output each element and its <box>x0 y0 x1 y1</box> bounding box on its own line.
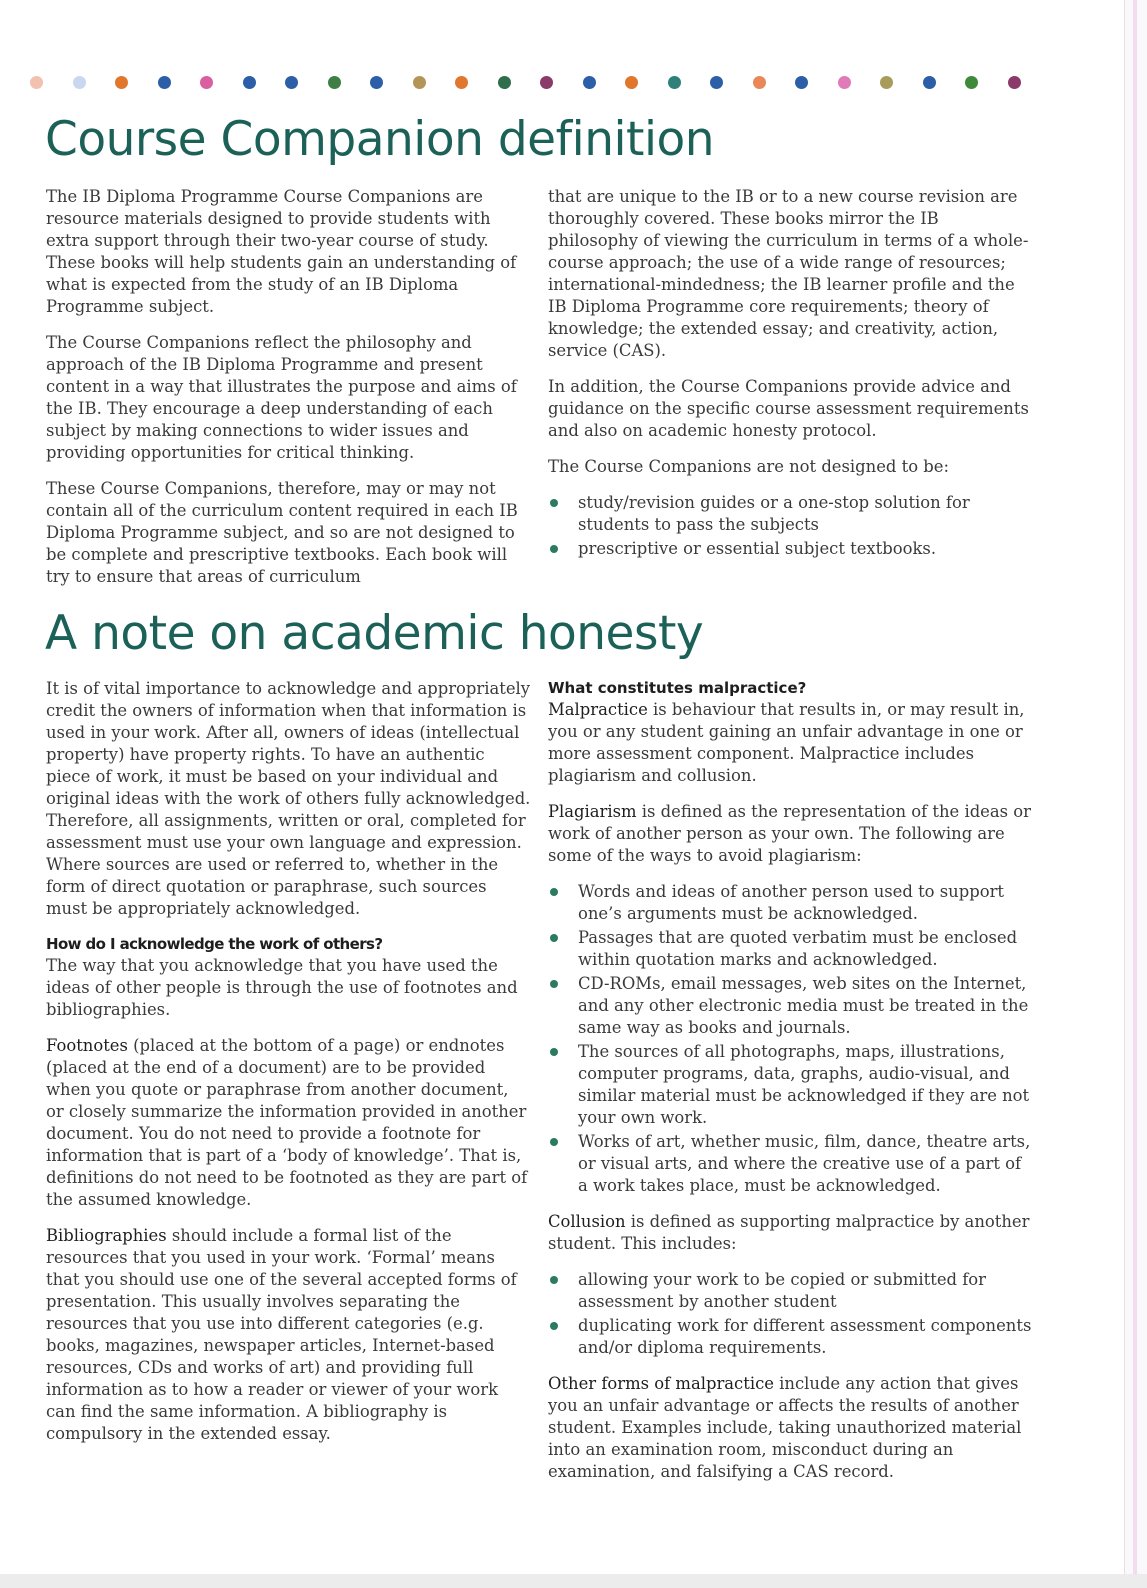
paragraph: The Course Companions reflect the philosophy and approach of the IB Diploma Programme and present content in a way that illustrates the purpose and aims of the IB. They encourage a deep understanding of each subject by making connections to wider issues and providing opportunities for critical thinking. <box>46 333 517 462</box>
decorative-dot <box>668 76 681 89</box>
paragraph: The IB Diploma Programme Course Companions are resource materials designed to provide students with extra support through their two-year course of study. These books will help students gain an understanding of what is expected from the study of an IB Diploma Programme subject. <box>46 187 517 316</box>
decorative-dot <box>965 76 978 89</box>
course-companion-right-column <box>548 186 1033 574</box>
decorative-dot <box>583 76 596 89</box>
decorative-dot <box>710 76 723 89</box>
bullet-icon <box>550 888 558 896</box>
decorative-dot <box>73 76 86 89</box>
term-malpractice: Malpractice <box>548 700 648 719</box>
term-bibliographies: Bibliographies <box>46 1226 167 1245</box>
bullet-icon <box>550 934 558 942</box>
page-bottom-band <box>0 1574 1147 1588</box>
paragraph: It is of vital importance to acknowledge and appropriately credit the owners of information when that information is used in your work. After all, owners of ideas (intellectual property) have property rights. To have an authentic piece of work, it must be based on your individual and original ideas with the work of others fully acknowledged. Therefore, all assignments, written or oral, completed for assessment must use your own language and expression. Where sources are used or referred to, whether in the form of direct quotation or paraphrase, such sources must be appropriately acknowledged. <box>46 679 531 918</box>
list-item <box>548 1041 1033 1129</box>
page-edge <box>1124 0 1147 1588</box>
paragraph-collusion <box>548 1211 1033 1255</box>
list-item <box>548 927 1033 971</box>
paragraph-plagiarism <box>548 801 1033 867</box>
section-title-course-companion: Course Companion definition <box>45 112 715 167</box>
paragraph-text: should include a formal list of the resources that you used in your work. ‘Formal’ means that you should use one of the several accepted forms of presentation. This usually involves separating the resources that you use into different categories (e.g. books, magazines, newspaper articles, Internet-based resources, CDs and works of art) and providing full information as to how a reader or viewer of your work can find the same information. A bibliography is compulsory in the extended essay. <box>46 1226 517 1443</box>
page-edge-stripe <box>1133 0 1137 1588</box>
subheading-acknowledge: How do I acknowledge the work of others? <box>46 935 383 953</box>
paragraph-other-malpractice <box>548 1373 1033 1483</box>
plagiarism-list <box>548 881 1033 1197</box>
bullet-icon <box>550 980 558 988</box>
list-item <box>548 881 1033 925</box>
decorative-dot <box>1008 76 1021 89</box>
paragraph-text: include any action that gives you an unfair advantage or affects the results of another student. Examples include, taking unauthorized material into an examination room, misconduct during an examination, and falsifying a CAS record. <box>548 1374 1022 1481</box>
decorative-dot <box>795 76 808 89</box>
decorative-dot <box>753 76 766 89</box>
decorative-dot <box>838 76 851 89</box>
decorative-dot <box>158 76 171 89</box>
paragraph-bibliographies <box>46 1225 531 1445</box>
term-plagiarism: Plagiarism <box>548 802 637 821</box>
decorative-dot <box>880 76 893 89</box>
paragraph: In addition, the Course Companions provide advice and guidance on the specific course assessment requirements and also on academic honesty protocol. <box>548 377 1029 440</box>
list-item-text: Words and ideas of another person used to support one’s arguments must be acknowledged. <box>578 882 1004 923</box>
decorative-dot <box>498 76 511 89</box>
collusion-list <box>548 1269 1033 1359</box>
paragraph-text: is defined as the representation of the ideas or work of another person as your own. The following are some of the ways to avoid plagiarism: <box>548 802 1031 865</box>
term-footnotes: Footnotes <box>46 1036 128 1055</box>
decorative-dot <box>370 76 383 89</box>
list-item <box>548 538 1033 560</box>
paragraph-text: is behaviour that results in, or may result in, you or any student gaining an unfair advantage in one or more assessment component. Malpractice includes plagiarism and collusion. <box>548 700 1025 785</box>
bullet-icon <box>550 1138 558 1146</box>
term-other-malpractice: Other forms of malpractice <box>548 1374 774 1393</box>
list-item-text: Works of art, whether music, film, dance, theatre arts, or visual arts, and where the creative use of a part of a work takes place, must be acknowledged. <box>578 1132 1031 1195</box>
section-title-academic-honesty: A note on academic honesty <box>45 606 704 661</box>
paragraph: The Course Companions are not designed to be: <box>548 457 949 476</box>
list-item-text: study/revision guides or a one-stop solution for students to pass the subjects <box>578 493 970 534</box>
subheading-malpractice: What constitutes malpractice? <box>548 679 807 697</box>
decorative-dot <box>285 76 298 89</box>
paragraph: that are unique to the IB or to a new course revision are thoroughly covered. These books mirror the IB philosophy of viewing the curriculum in terms of a whole-course approach; the use of a wide range of resources; international-mindedness; the IB learner profile and the IB Diploma Programme core requirements; theory of knowledge; the extended essay; and creativity, action, service (CAS). <box>548 187 1029 360</box>
bullet-icon <box>550 499 558 507</box>
paragraph-footnotes <box>46 1035 531 1211</box>
decorative-dot-row <box>30 76 1040 92</box>
list-item <box>548 492 1033 536</box>
bullet-icon <box>550 545 558 553</box>
decorative-dot <box>30 76 43 89</box>
decorative-dot <box>625 76 638 89</box>
bullet-icon <box>550 1322 558 1330</box>
paragraph-text: (placed at the bottom of a page) or endnotes (placed at the end of a document) are to be provided when you quote or paraphrase from another document, or closely summarize the information provided in another document. You do not need to provide a footnote for information that is part of a ‘body of knowledge’. That is, definitions do not need to be footnoted as they are part of the assumed knowledge. <box>46 1036 528 1209</box>
decorative-dot <box>200 76 213 89</box>
list-item-text: prescriptive or essential subject textbooks. <box>578 539 937 558</box>
decorative-dot <box>413 76 426 89</box>
academic-honesty-right-column <box>548 678 1033 1497</box>
list-item-text: The sources of all photographs, maps, illustrations, computer programs, data, graphs, audio-visual, and similar material must be acknowledged if they are not your own work. <box>578 1042 1030 1127</box>
list-item <box>548 973 1033 1039</box>
paragraph: The way that you acknowledge that you have used the ideas of other people is through the use of footnotes and bibliographies. <box>46 956 518 1019</box>
list-item-text: CD-ROMs, email messages, web sites on the Internet, and any other electronic media must be treated in the same way as books and journals. <box>578 974 1029 1037</box>
list-item-text: duplicating work for different assessment components and/or diploma requirements. <box>578 1316 1032 1357</box>
bullet-icon <box>550 1276 558 1284</box>
term-collusion: Collusion <box>548 1212 626 1231</box>
bullet-icon <box>550 1048 558 1056</box>
decorative-dot <box>923 76 936 89</box>
list-item <box>548 1131 1033 1197</box>
decorative-dot <box>243 76 256 89</box>
decorative-dot <box>115 76 128 89</box>
paragraph: These Course Companions, therefore, may or may not contain all of the curriculum content required in each IB Diploma Programme subject, and so are not designed to be complete and prescriptive textbooks. Each book will try to ensure that areas of curriculum <box>46 479 518 586</box>
not-designed-list <box>548 492 1033 560</box>
course-companion-left-column <box>46 186 531 602</box>
paragraph-malpractice <box>548 699 1033 787</box>
academic-honesty-left-column <box>46 678 531 1459</box>
decorative-dot <box>455 76 468 89</box>
list-item <box>548 1315 1033 1359</box>
decorative-dot <box>540 76 553 89</box>
list-item-text: allowing your work to be copied or submitted for assessment by another student <box>578 1270 987 1311</box>
list-item-text: Passages that are quoted verbatim must be enclosed within quotation marks and acknowledged. <box>578 928 1018 969</box>
list-item <box>548 1269 1033 1313</box>
decorative-dot <box>328 76 341 89</box>
paragraph-text: is defined as supporting malpractice by another student. This includes: <box>548 1212 1030 1253</box>
